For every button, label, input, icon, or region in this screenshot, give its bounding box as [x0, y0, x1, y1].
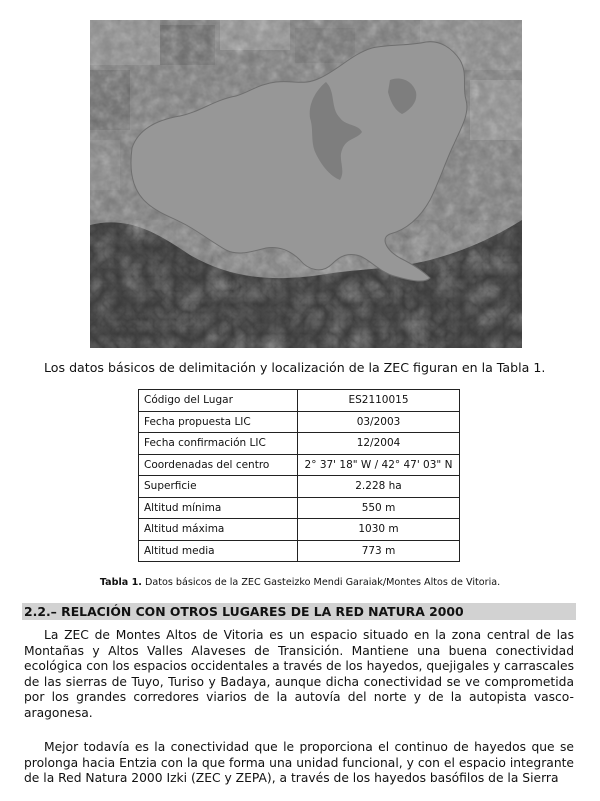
row-value: 773 m — [298, 540, 460, 562]
intro-text: Los datos básicos de delimitación y localización de la ZEC figuran en la Tabla 1. — [44, 360, 546, 375]
row-value: 1030 m — [298, 519, 460, 541]
row-value: 12/2004 — [298, 433, 460, 455]
basic-data-table — [138, 389, 460, 562]
table-row — [139, 476, 460, 498]
table-row — [139, 433, 460, 455]
aerial-photo-svg — [90, 20, 522, 348]
row-label: Coordenadas del centro — [139, 454, 298, 476]
row-label: Fecha propuesta LIC — [139, 411, 298, 433]
row-value: 2° 37' 18" W / 42° 47' 03" N — [298, 454, 460, 476]
row-value: ES2110015 — [298, 390, 460, 412]
row-label: Fecha confirmación LIC — [139, 433, 298, 455]
table-row — [139, 454, 460, 476]
row-label: Altitud máxima — [139, 519, 298, 541]
table-caption — [0, 577, 600, 588]
table-row — [139, 519, 460, 541]
section-heading: 2.2.– RELACIÓN CON OTROS LUGARES DE LA RED NATURA 2000 — [22, 603, 576, 620]
row-value: 550 m — [298, 497, 460, 519]
row-value: 03/2003 — [298, 411, 460, 433]
table-row — [139, 411, 460, 433]
paragraph: La ZEC de Montes Altos de Vitoria es un espacio situado en la zona central de las Montañas y Altos Valles Alaveses de Transición. Mantiene una buena conectividad ecológica con los espacios occidentales a través de los hayedos, quejigales y carrascales de las sierras de Tuyo, Turiso y Badaya, aunque dicha conectividad se ve comprometida por los grandes corredores viarios de la autovía del norte y de la autopista vasco-aragonesa. — [24, 628, 574, 720]
table-row — [139, 390, 460, 412]
caption-text: Datos básicos de la ZEC Gasteizko Mendi Garaiak/Montes Altos de Vitoria. — [141, 577, 501, 588]
caption-label: Tabla 1. — [99, 577, 142, 588]
table-row — [139, 497, 460, 519]
row-label: Altitud mínima — [139, 497, 298, 519]
paragraph: Mejor todavía es la conectividad que le proporciona el continuo de hayedos que se prolonga hacia Entzia con la que forma una unidad funcional, y con el espacio integrante de la Red Natura 2000 Izki (ZEC y ZEPA), a través de los hayedos basófilos de la Sierra — [24, 740, 574, 786]
zec-aerial-map — [90, 20, 522, 348]
row-value: 2.228 ha — [298, 476, 460, 498]
table-row — [139, 540, 460, 562]
row-label: Código del Lugar — [139, 390, 298, 412]
row-label: Superficie — [139, 476, 298, 498]
row-label: Altitud media — [139, 540, 298, 562]
